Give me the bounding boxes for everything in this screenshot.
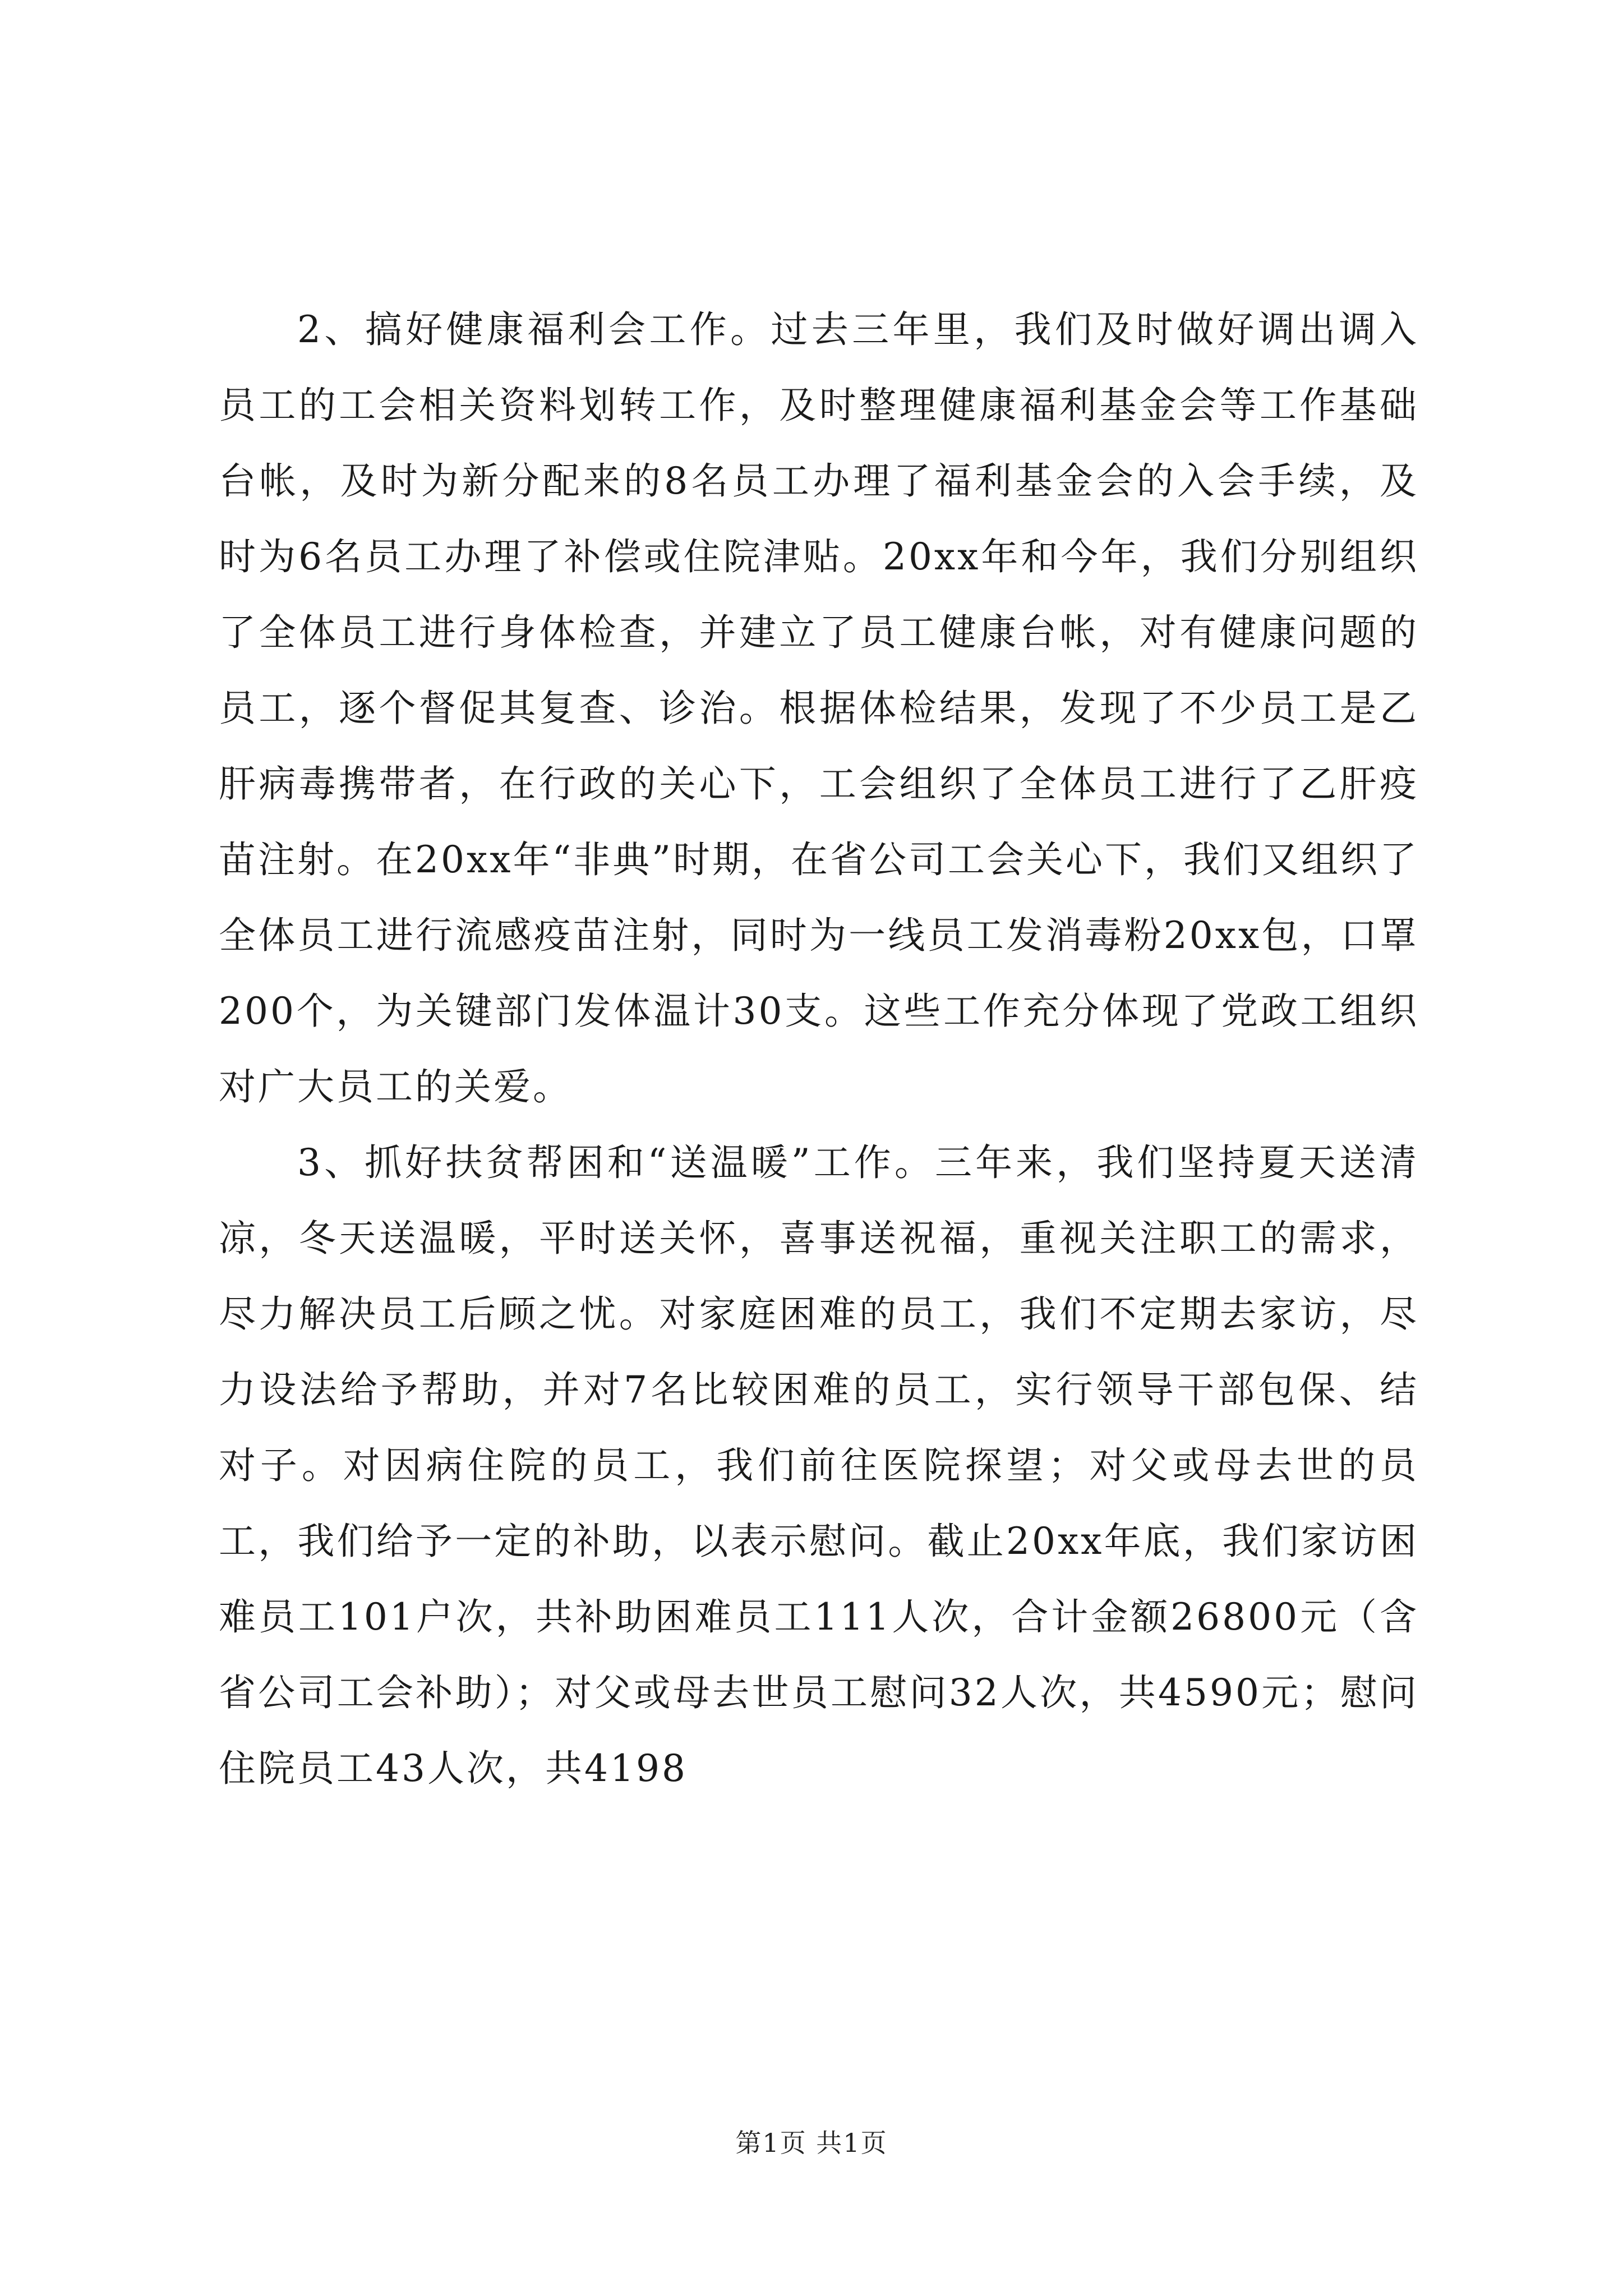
paragraph-poverty-relief: 3、抓好扶贫帮困和“送温暖”工作。三年来，我们坚持夏天送清凉，冬天送温暖，平时送关怀，喜事送祝福，重视关注职工的需求，尽力解决员工后顾之忧。对家庭困难的员工，我们不定期去家访，尽力设法给予帮助，并对7名比较困难的员工，实行领导干部包保、结对子。对因病住院的员工，我们前往医院探望；对父或母去世的员工，我们给予一定的补助，以表示慰问。截止20xx年底，我们家访困难员工101户次，共补助困难员工111人次，合计金额26800元（含省公司工会补助）；对父或母去世员工慰问32人次，共4590元；慰问住院员工43人次，共4198: [219, 1141, 1419, 1790]
document-body: [219, 292, 1419, 1806]
paragraph-health-welfare: 2、搞好健康福利会工作。过去三年里，我们及时做好调出调入员工的工会相关资料划转工作，及时整理健康福利基金会等工作基础台帐，及时为新分配来的8名员工办理了福利基金会的入会手续，及时为6名员工办理了补偿或住院津贴。20xx年和今年，我们分别组织了全体员工进行身体检查，并建立了员工健康台帐，对有健康问题的员工，逐个督促其复查、诊治。根据体检结果，发现了不少员工是乙肝病毒携带者，在行政的关心下，工会组织了全体员工进行了乙肝疫苗注射。在20xx年“非典”时期，在省公司工会关心下，我们又组织了全体员工进行流感疫苗注射，同时为一线员工发消毒粉20xx包，口罩200个，为关键部门发体温计30支。这些工作充分体现了党政工组织对广大员工的关爱。: [219, 308, 1419, 1108]
page-footer: 第1页 共1页: [735, 2128, 888, 2158]
